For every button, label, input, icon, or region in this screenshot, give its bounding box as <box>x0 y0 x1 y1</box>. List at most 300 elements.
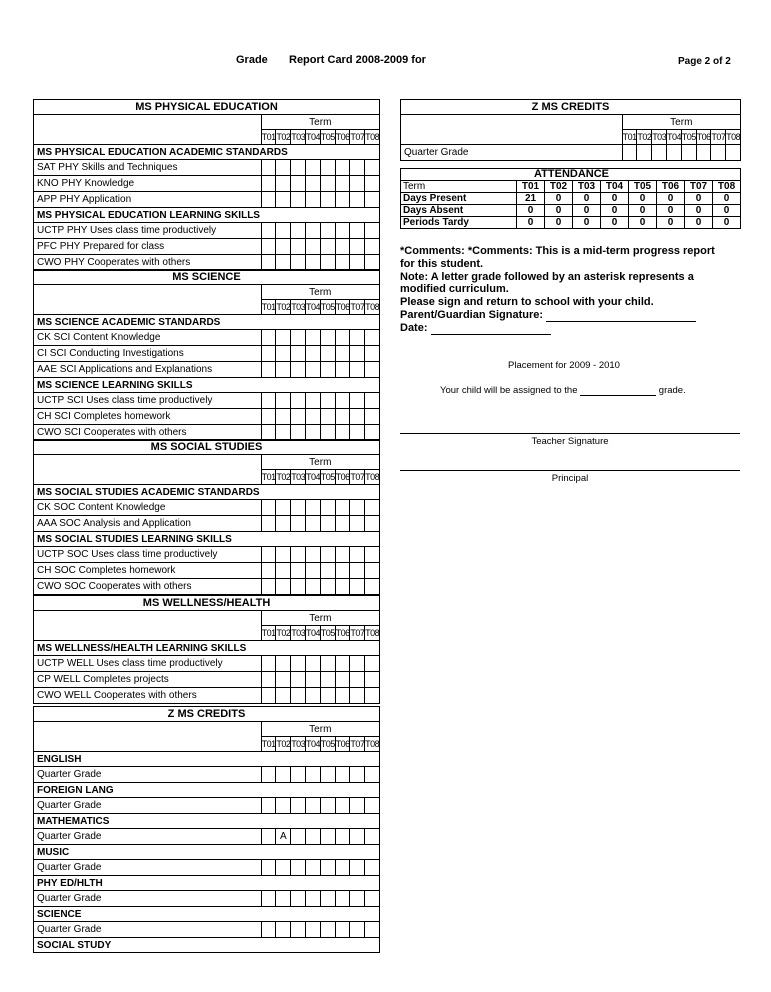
heading-fill <box>261 485 379 500</box>
attendance-value: 0 <box>601 193 629 205</box>
heading-fill <box>261 641 380 656</box>
grade-cell <box>291 223 306 239</box>
grade-cell <box>261 362 276 378</box>
grade-cell <box>350 688 365 704</box>
term-code: T08 <box>365 737 380 752</box>
attendance-value: 0 <box>545 205 573 217</box>
grade-cell <box>335 330 350 346</box>
grade-cell <box>350 393 365 409</box>
row-label: UCTP WELL Uses class time productively <box>34 656 262 672</box>
grade-cell <box>320 798 335 814</box>
attendance-value: 0 <box>657 205 685 217</box>
placement-sentence: Your child will be assigned to the grade. <box>440 385 686 396</box>
grade-cell <box>261 516 276 532</box>
grade-cell <box>320 362 335 378</box>
grade-cell <box>291 860 306 876</box>
grade-cell <box>261 500 276 516</box>
grade-cell <box>365 672 380 688</box>
parent-signature-field[interactable] <box>546 321 696 322</box>
grade-cell <box>276 547 291 563</box>
grade-cell <box>261 330 276 346</box>
table-row <box>34 672 380 688</box>
grade-cell <box>350 798 365 814</box>
grade-cell <box>365 922 380 938</box>
grade-cell <box>291 891 306 907</box>
grade-cell <box>365 330 380 346</box>
term-codes-row <box>401 130 741 145</box>
section-title: MS SOCIAL STUDIES <box>34 440 380 455</box>
grade-cell <box>305 672 320 688</box>
attendance-value: 0 <box>685 205 713 217</box>
grade-cell <box>320 500 335 516</box>
attendance-value: 0 <box>629 205 657 217</box>
section-heading: FOREIGN LANG <box>34 783 262 798</box>
section-heading-row <box>34 145 380 160</box>
term-header-row <box>34 285 380 300</box>
date-line: Date: <box>400 322 740 335</box>
section-title: MS PHYSICAL EDUCATION <box>34 100 380 115</box>
row-label: SAT PHY Skills and Techniques <box>34 160 262 176</box>
row-label: CP WELL Completes projects <box>34 672 262 688</box>
section-heading-row <box>34 814 380 829</box>
attendance-value: 0 <box>573 205 601 217</box>
term-header-row <box>34 455 380 470</box>
term-code: T04 <box>305 470 320 485</box>
term-code: T02 <box>276 300 291 315</box>
section-heading: MS SOCIAL STUDIES ACADEMIC STANDARDS <box>34 485 262 500</box>
grade-cell <box>320 656 335 672</box>
grade-cell <box>365 547 380 563</box>
section-heading-row <box>34 845 380 860</box>
row-label: Quarter Grade <box>34 829 262 845</box>
attendance-value: 0 <box>685 193 713 205</box>
section-heading-row <box>34 783 380 798</box>
grade-cell <box>335 767 350 783</box>
term-code: T05 <box>629 181 657 193</box>
section-heading-row <box>34 876 380 891</box>
grade-cell <box>350 547 365 563</box>
section-heading-row <box>34 532 380 547</box>
section-title-row <box>34 270 380 285</box>
section-heading: SCIENCE <box>34 907 262 922</box>
placement-grade-field[interactable] <box>580 395 656 396</box>
section-heading: MS PHYSICAL EDUCATION ACADEMIC STANDARDS <box>34 145 262 160</box>
attendance-value: 21 <box>517 193 545 205</box>
heading-fill <box>261 907 379 922</box>
header-blank <box>34 115 262 130</box>
row-label: Days Absent <box>401 205 517 217</box>
term-code: T07 <box>685 181 713 193</box>
row-label: Quarter Grade <box>34 891 262 907</box>
grade-cell <box>291 672 306 688</box>
grade-cell <box>350 860 365 876</box>
section-heading: SOCIAL STUDY <box>34 938 262 953</box>
table-row <box>34 176 380 192</box>
grade-cell <box>320 563 335 579</box>
row-label: UCTP SCI Uses class time productively <box>34 393 262 409</box>
grade-cell <box>261 160 276 176</box>
heading-fill <box>261 752 379 767</box>
grade-cell <box>696 145 711 161</box>
parent-signature-line: Parent/Guardian Signature: <box>400 309 740 322</box>
grade-cell <box>365 176 380 192</box>
grade-cell <box>335 579 350 595</box>
table-row <box>34 922 380 938</box>
grade-cell <box>365 223 380 239</box>
grade-cell <box>291 767 306 783</box>
grade-cell <box>335 922 350 938</box>
grade-cell <box>291 346 306 362</box>
credits-table <box>33 706 380 953</box>
grade-cell <box>320 192 335 208</box>
grade-cell <box>350 672 365 688</box>
grade-cell <box>276 563 291 579</box>
attendance-value: 0 <box>657 217 685 229</box>
grade-cell <box>276 798 291 814</box>
table-row <box>401 193 741 205</box>
grade-cell <box>320 891 335 907</box>
section-heading: MUSIC <box>34 845 262 860</box>
term-code: T04 <box>305 130 320 145</box>
page-number: Page 2 of 2 <box>678 56 731 67</box>
grade-cell <box>276 393 291 409</box>
section-heading: PHY ED/HLTH <box>34 876 262 891</box>
term-codes-row <box>34 737 380 752</box>
term-code: T02 <box>276 626 291 641</box>
heading-fill <box>261 876 379 891</box>
table-row <box>34 239 380 255</box>
grade-cell <box>335 393 350 409</box>
grade-cell <box>350 563 365 579</box>
grade-cell <box>291 409 306 425</box>
term-codes-row <box>34 300 380 315</box>
term-code: T07 <box>711 130 726 145</box>
grade-cell <box>305 393 320 409</box>
grade-cell <box>291 500 306 516</box>
social-studies-table <box>33 439 380 595</box>
grade-cell <box>276 860 291 876</box>
section-heading: MS WELLNESS/HEALTH LEARNING SKILLS <box>34 641 262 656</box>
grade-cell <box>320 860 335 876</box>
row-label: CI SCI Conducting Investigations <box>34 346 262 362</box>
grade-label: Grade <box>236 54 268 66</box>
attendance-value: 0 <box>545 217 573 229</box>
table-row <box>34 891 380 907</box>
grade-cell <box>261 393 276 409</box>
principal-signature-label: Principal <box>551 473 589 484</box>
attendance-value: 0 <box>713 205 741 217</box>
grade-cell <box>305 656 320 672</box>
grade-cell <box>350 192 365 208</box>
note-line: modified curriculum. <box>400 283 509 296</box>
credits-right-table <box>400 99 741 161</box>
grade-cell <box>305 922 320 938</box>
term-code: T05 <box>320 300 335 315</box>
grade-cell <box>276 579 291 595</box>
attendance-value: 0 <box>517 217 545 229</box>
section-heading: MS SCIENCE ACADEMIC STANDARDS <box>34 315 262 330</box>
grade-cell <box>365 829 380 845</box>
grade-cell <box>305 829 320 845</box>
grade-cell <box>276 516 291 532</box>
grade-cell <box>261 798 276 814</box>
science-table <box>33 269 380 441</box>
attendance-value: 0 <box>601 217 629 229</box>
date-field[interactable] <box>431 334 551 335</box>
grade-cell <box>305 547 320 563</box>
pe-table <box>33 99 380 271</box>
grade-cell <box>276 891 291 907</box>
row-label: Quarter Grade <box>401 145 623 161</box>
row-label: Quarter Grade <box>34 922 262 938</box>
grade-cell <box>320 579 335 595</box>
grade-cell <box>350 579 365 595</box>
attendance-value: 0 <box>657 193 685 205</box>
term-code: T08 <box>365 626 380 641</box>
grade-cell <box>335 500 350 516</box>
grade-cell <box>291 829 306 845</box>
grade-cell <box>350 409 365 425</box>
grade-cell <box>276 192 291 208</box>
attendance-value: 0 <box>601 205 629 217</box>
grade-cell <box>305 860 320 876</box>
header-blank <box>34 626 262 641</box>
grade-cell <box>335 409 350 425</box>
section-title: MS WELLNESS/HEALTH <box>34 596 380 611</box>
grade-cell <box>276 223 291 239</box>
grade-cell <box>291 579 306 595</box>
attendance-value: 0 <box>545 193 573 205</box>
section-title: Z MS CREDITS <box>34 707 380 722</box>
section-heading: MS SCIENCE LEARNING SKILLS <box>34 378 262 393</box>
grade-cell <box>320 547 335 563</box>
principal-signature-line[interactable] <box>400 470 740 471</box>
term-codes-row <box>34 470 380 485</box>
table-row <box>34 192 380 208</box>
grade-cell <box>305 223 320 239</box>
grade-cell <box>320 160 335 176</box>
grade-cell <box>335 547 350 563</box>
term-code: T06 <box>335 130 350 145</box>
grade-cell <box>335 516 350 532</box>
grade-cell <box>350 922 365 938</box>
grade-cell <box>365 239 380 255</box>
grade-cell <box>335 672 350 688</box>
grade-cell <box>726 145 741 161</box>
grade-cell <box>305 516 320 532</box>
grade-cell <box>350 500 365 516</box>
attendance-value: 0 <box>517 205 545 217</box>
row-label: Quarter Grade <box>34 798 262 814</box>
grade-cell <box>276 346 291 362</box>
grade-cell <box>261 346 276 362</box>
grade-cell <box>335 829 350 845</box>
section-heading: ENGLISH <box>34 752 262 767</box>
table-row <box>34 547 380 563</box>
heading-fill <box>261 783 379 798</box>
attendance-value: 0 <box>713 217 741 229</box>
grade-cell <box>350 656 365 672</box>
row-label: CH SOC Completes homework <box>34 563 262 579</box>
attendance-value: 0 <box>713 193 741 205</box>
grade-cell <box>350 346 365 362</box>
grade-cell <box>335 239 350 255</box>
table-row <box>401 205 741 217</box>
grade-cell <box>335 160 350 176</box>
grade-cell <box>291 547 306 563</box>
row-label: AAA SOC Analysis and Application <box>34 516 262 532</box>
grade-cell <box>365 579 380 595</box>
report-title: Report Card 2008-2009 for <box>289 54 426 66</box>
table-row <box>34 688 380 704</box>
grade-cell <box>365 516 380 532</box>
term-code: T06 <box>335 737 350 752</box>
grade-cell <box>305 160 320 176</box>
term-code: T05 <box>320 470 335 485</box>
header-blank <box>401 115 623 130</box>
heading-fill <box>261 378 379 393</box>
term-code: T06 <box>335 626 350 641</box>
grade-cell <box>365 656 380 672</box>
grade-cell <box>711 145 726 161</box>
row-label: APP PHY Application <box>34 192 262 208</box>
grade-cell <box>305 176 320 192</box>
term-code: T07 <box>350 626 365 641</box>
grade-cell <box>365 409 380 425</box>
grade-cell <box>681 145 696 161</box>
attendance-head-label: Term <box>401 181 517 193</box>
table-row <box>34 798 380 814</box>
comment-line: *Comments: *Comments: This is a mid-term progress report <box>400 245 715 257</box>
term-code: T03 <box>291 130 306 145</box>
attendance-title: ATTENDANCE <box>401 169 741 181</box>
term-label: Term <box>261 455 379 470</box>
grade-cell <box>335 362 350 378</box>
grade-cell <box>320 239 335 255</box>
term-code: T06 <box>657 181 685 193</box>
grade-cell <box>291 192 306 208</box>
term-code: T06 <box>335 300 350 315</box>
term-code: T03 <box>291 470 306 485</box>
section-title-row <box>401 100 741 115</box>
grade-cell <box>350 160 365 176</box>
teacher-signature-line[interactable] <box>400 433 740 434</box>
grade-cell <box>291 393 306 409</box>
instruction-line: Please sign and return to school with your child. <box>400 296 654 309</box>
teacher-signature-label: Teacher Signature <box>531 436 609 447</box>
term-label: Term <box>261 611 380 626</box>
term-code: T02 <box>545 181 573 193</box>
term-header-row <box>34 611 380 626</box>
grade-cell <box>335 176 350 192</box>
row-label: CWO SCI Cooperates with others <box>34 425 262 441</box>
table-row <box>34 860 380 876</box>
grade-cell <box>276 409 291 425</box>
term-code: T04 <box>305 300 320 315</box>
term-code: T01 <box>261 300 276 315</box>
grade-cell <box>637 145 652 161</box>
grade-cell <box>305 579 320 595</box>
grade-cell <box>365 346 380 362</box>
grade-cell <box>305 192 320 208</box>
section-heading-row <box>34 485 380 500</box>
table-row <box>34 223 380 239</box>
header-blank <box>34 285 262 300</box>
comments-block <box>400 245 740 335</box>
grade-cell <box>350 829 365 845</box>
header-blank <box>34 737 262 752</box>
grade-cell <box>320 176 335 192</box>
grade-cell <box>261 656 276 672</box>
grade-cell <box>291 656 306 672</box>
grade-cell <box>320 688 335 704</box>
grade-cell <box>350 767 365 783</box>
section-heading-row <box>34 641 380 656</box>
section-title-row <box>34 100 380 115</box>
heading-fill <box>261 208 379 223</box>
grade-cell <box>291 922 306 938</box>
grade-cell <box>365 160 380 176</box>
grade-cell <box>350 516 365 532</box>
table-row <box>34 160 380 176</box>
grade-cell <box>365 192 380 208</box>
table-row <box>34 767 380 783</box>
term-code: T03 <box>652 130 667 145</box>
section-title: MS SCIENCE <box>34 270 380 285</box>
grade-cell <box>276 767 291 783</box>
attendance-value: 0 <box>573 193 601 205</box>
grade-cell <box>291 516 306 532</box>
grade-cell <box>261 922 276 938</box>
term-code: T06 <box>335 470 350 485</box>
placement-title: Placement for 2009 - 2010 <box>508 360 620 371</box>
grade-cell <box>261 579 276 595</box>
grade-cell <box>291 239 306 255</box>
header-blank <box>34 130 262 145</box>
row-label: Periods Tardy <box>401 217 517 229</box>
table-row <box>34 393 380 409</box>
grade-cell <box>276 672 291 688</box>
grade-cell <box>305 346 320 362</box>
grade-cell <box>365 798 380 814</box>
term-code: T03 <box>291 737 306 752</box>
grade-cell <box>320 346 335 362</box>
grade-cell <box>350 239 365 255</box>
attendance-value: 0 <box>573 217 601 229</box>
term-code: T05 <box>320 626 335 641</box>
grade-cell <box>305 409 320 425</box>
grade-cell <box>261 672 276 688</box>
row-label: PFC PHY Prepared for class <box>34 239 262 255</box>
grade-cell <box>335 563 350 579</box>
grade-cell <box>305 239 320 255</box>
grade-cell <box>261 176 276 192</box>
grade-cell <box>261 860 276 876</box>
term-label: Term <box>622 115 740 130</box>
table-row <box>34 516 380 532</box>
grade-cell <box>305 688 320 704</box>
term-label: Term <box>261 115 379 130</box>
grade-cell <box>335 860 350 876</box>
row-label: CWO SOC Cooperates with others <box>34 579 262 595</box>
table-row <box>34 829 380 845</box>
row-label: UCTP PHY Uses class time productively <box>34 223 262 239</box>
grade-cell <box>261 767 276 783</box>
row-label: CH SCI Completes homework <box>34 409 262 425</box>
grade-cell <box>261 192 276 208</box>
note-line: Note: A letter grade followed by an asterisk represents a <box>400 270 694 283</box>
grade-cell <box>305 330 320 346</box>
